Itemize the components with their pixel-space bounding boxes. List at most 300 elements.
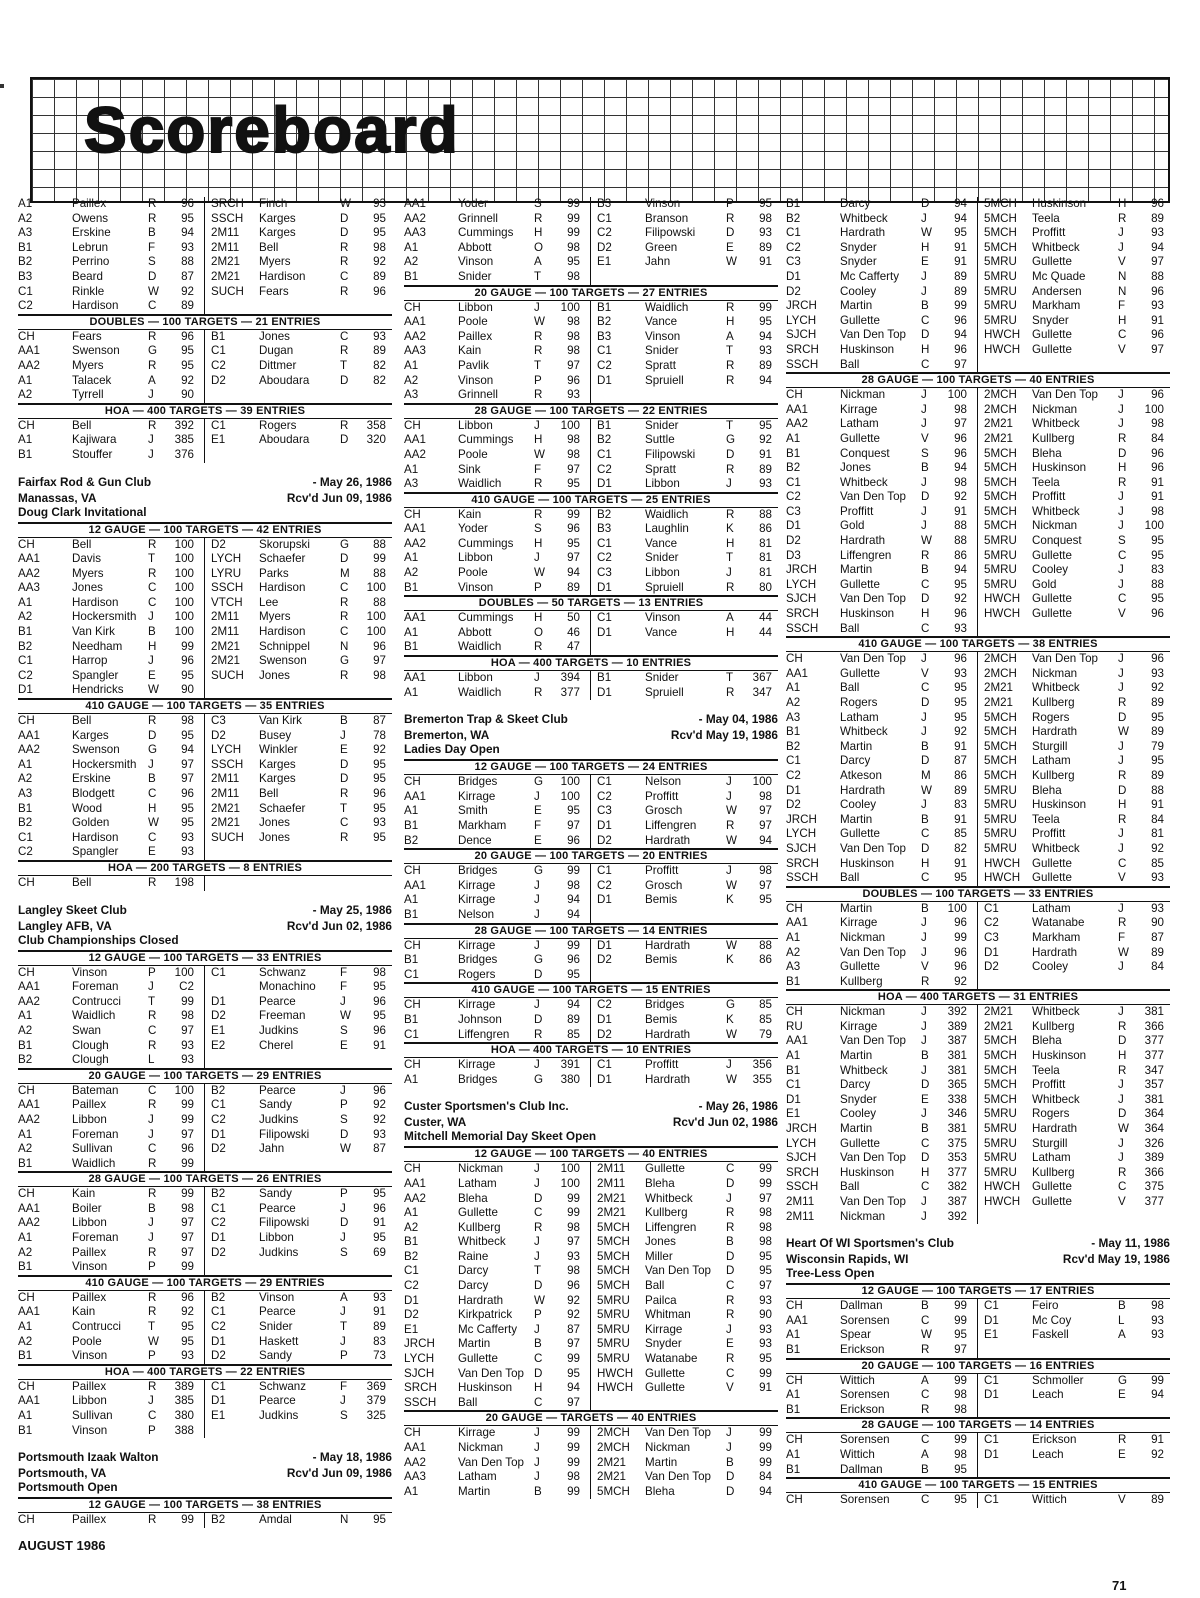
- result-row: [404, 1396, 586, 1411]
- initial: P: [148, 1423, 156, 1437]
- class-code: 5MRU: [984, 827, 1017, 841]
- shooter-name: Lee: [259, 595, 279, 609]
- results-right: [591, 419, 778, 492]
- class-code: AA2: [404, 1191, 426, 1205]
- shooter-name: Swenson: [72, 344, 120, 358]
- class-code: E1: [597, 255, 612, 269]
- class-code: AA2: [404, 447, 426, 461]
- shooter-name: Waidlich: [458, 640, 502, 654]
- shooter-name: Darcy: [840, 754, 871, 768]
- result-row: [404, 566, 586, 581]
- initial: D: [921, 592, 930, 606]
- score: 46: [567, 625, 580, 639]
- score: 93: [373, 1127, 386, 1141]
- class-code: A2: [404, 1220, 419, 1234]
- score: 377: [1144, 1034, 1164, 1048]
- class-code: C2: [597, 878, 612, 892]
- shooter-name: Rogers: [840, 696, 878, 709]
- initial: W: [340, 197, 351, 210]
- initial: S: [921, 446, 929, 460]
- shooter-name: Foreman: [72, 980, 119, 994]
- shooter-name: Snider: [645, 671, 679, 685]
- shooter-name: Bleha: [1032, 446, 1062, 460]
- result-row: [404, 537, 586, 552]
- shooter-name: Kirkpatrick: [458, 1308, 513, 1322]
- result-row: [597, 775, 778, 790]
- club-line: [18, 903, 392, 917]
- initial: J: [1118, 240, 1124, 254]
- initial: E: [534, 804, 542, 818]
- result-row: [18, 1128, 200, 1143]
- class-code: 2M21: [984, 1019, 1014, 1033]
- shooter-name: Harrop: [72, 654, 108, 668]
- results-right: [591, 671, 778, 700]
- class-code: AA2: [18, 994, 40, 1008]
- results-left: [18, 197, 205, 314]
- class-code: B1: [404, 953, 419, 967]
- result-row: [18, 743, 200, 758]
- shooter-name: Hardrath: [840, 783, 886, 797]
- result-row: [404, 1028, 586, 1043]
- shooter-name: Martin: [840, 563, 873, 577]
- location-line: [786, 1252, 1170, 1266]
- initial: G: [534, 864, 544, 878]
- shooter-name: Sandy: [259, 1349, 292, 1363]
- shooter-name: Van Den Top: [1032, 388, 1098, 402]
- score: 95: [954, 1493, 967, 1507]
- result-row: [211, 1098, 392, 1113]
- initial: W: [921, 783, 932, 797]
- score: 95: [373, 757, 386, 771]
- results-block: [404, 1058, 778, 1087]
- shooter-name: Whitbeck: [1032, 240, 1080, 254]
- initial: D: [1118, 446, 1127, 460]
- initial: H: [921, 856, 930, 870]
- shooter-name: Darcy: [840, 197, 871, 210]
- shooter-name: Martin: [840, 1122, 873, 1136]
- shooter-name: Latham: [840, 710, 879, 724]
- shooter-name: Sandy: [259, 1098, 292, 1112]
- class-code: 2MCH: [984, 388, 1017, 402]
- initial: K: [726, 1012, 734, 1026]
- class-code: C1: [597, 344, 612, 358]
- results-left: [404, 1162, 591, 1410]
- results-block: [786, 388, 1170, 636]
- shooter-name: Nelson: [458, 907, 495, 921]
- club-location: Manassas, VA: [18, 490, 97, 505]
- score: 96: [373, 639, 386, 653]
- shooter-name: Kajiwara: [72, 433, 117, 447]
- shooter-name: Van Den Top: [840, 841, 906, 855]
- shooter-name: Rogers: [1032, 710, 1070, 724]
- class-code: C3: [597, 566, 612, 580]
- shooter-name: Hardison: [259, 269, 306, 283]
- initial: J: [726, 1322, 732, 1336]
- shooter-name: Nickman: [458, 1441, 504, 1454]
- class-code: AA1: [18, 1394, 40, 1408]
- results-right: [591, 301, 778, 403]
- class-code: SJCH: [404, 1366, 435, 1380]
- initial: R: [148, 197, 157, 210]
- initial: J: [921, 1034, 927, 1048]
- shooter-name: Kullberg: [1032, 768, 1075, 782]
- result-row: [984, 403, 1170, 418]
- result-row: [984, 740, 1170, 755]
- class-code: C2: [404, 1279, 419, 1293]
- class-code: LYCH: [404, 1352, 435, 1366]
- initial: J: [1118, 563, 1124, 577]
- result-row: [984, 769, 1170, 784]
- shooter-name: Nickman: [840, 930, 886, 944]
- shooter-name: Dallman: [840, 1299, 883, 1313]
- initial: B: [921, 299, 929, 313]
- shooter-name: Snyder: [645, 1337, 682, 1351]
- score: 95: [954, 577, 967, 591]
- club-name: Fairfax Rod & Gun Club: [18, 474, 152, 489]
- shooter-name: Kullberg: [1032, 1165, 1075, 1179]
- class-code: A1: [786, 681, 801, 695]
- initial: E: [1118, 1447, 1126, 1461]
- initial: R: [726, 1220, 735, 1234]
- class-code: B2: [18, 255, 33, 269]
- shooter-name: Martin: [840, 1049, 873, 1063]
- result-row: [984, 212, 1170, 227]
- shooter-name: Suttle: [645, 433, 675, 447]
- class-code: A1: [404, 625, 419, 639]
- shooter-name: Gullette: [645, 1162, 685, 1176]
- shooter-name: Clough: [72, 1053, 109, 1067]
- shooter-name: Paillex: [72, 1098, 107, 1112]
- result-row: [404, 241, 586, 256]
- result-row: [18, 1380, 200, 1395]
- initial: J: [1118, 504, 1124, 518]
- section-gap: [786, 1224, 1170, 1234]
- score: 93: [759, 226, 772, 240]
- class-code: A1: [404, 893, 419, 907]
- shooter-name: Latham: [458, 1176, 497, 1190]
- shooter-name: Gullette: [1032, 255, 1072, 269]
- shooter-name: Skorupski: [259, 537, 310, 551]
- initial: B: [1118, 1299, 1126, 1313]
- result-row: [984, 798, 1170, 813]
- initial: J: [921, 269, 927, 283]
- result-row: [18, 448, 200, 463]
- class-code: B2: [404, 833, 419, 847]
- score: 96: [567, 1279, 580, 1293]
- score: 95: [373, 1513, 386, 1527]
- results-block: [786, 1433, 1170, 1477]
- result-row: [984, 1122, 1170, 1137]
- score: 95: [759, 893, 772, 907]
- score: 89: [759, 358, 772, 372]
- shooter-name: Schwanz: [259, 1379, 307, 1393]
- score: 325: [366, 1409, 386, 1422]
- score: 95: [1151, 534, 1164, 548]
- results-block: [786, 197, 1170, 372]
- result-row: [404, 1013, 586, 1028]
- score: 83: [954, 798, 967, 812]
- initial: R: [726, 300, 735, 314]
- score: 92: [181, 1305, 194, 1319]
- initial: D: [534, 1366, 543, 1380]
- score: 98: [567, 329, 580, 343]
- class-code: A1: [404, 1484, 419, 1498]
- class-code: A2: [18, 388, 33, 402]
- class-code: SJCH: [786, 1151, 817, 1165]
- initial: C: [921, 577, 930, 591]
- score: 99: [567, 211, 580, 225]
- initial: C: [921, 871, 930, 885]
- result-row: [597, 1485, 778, 1500]
- club-line: [18, 1450, 392, 1464]
- shooter-name: Wittich: [840, 1373, 875, 1387]
- shooter-name: Rinkle: [72, 284, 105, 298]
- class-code: CH: [18, 1513, 35, 1527]
- initial: J: [534, 1426, 540, 1440]
- initial: D: [534, 1279, 543, 1293]
- class-code: 2M11: [597, 1176, 626, 1190]
- shooter-name: Grinnell: [458, 388, 498, 402]
- score: 95: [954, 710, 967, 724]
- initial: B: [534, 1337, 542, 1351]
- shooter-name: Karges: [72, 728, 109, 742]
- initial: W: [1118, 945, 1129, 959]
- initial: D: [726, 1264, 735, 1278]
- shooter-name: Mc Cafferty: [458, 1322, 518, 1336]
- shooter-name: Hardison: [72, 595, 119, 609]
- score: 98: [373, 240, 386, 254]
- score: 94: [759, 833, 772, 847]
- event-header: HOA — 400 TARGETS — 31 ENTRIES: [786, 989, 1170, 1005]
- score: 93: [181, 240, 194, 254]
- result-row: [211, 241, 392, 256]
- shooter-name: Whitbeck: [458, 1235, 506, 1249]
- class-code: D1: [211, 994, 226, 1008]
- result-row: [984, 563, 1170, 578]
- score: 95: [181, 344, 194, 358]
- initial: R: [340, 668, 349, 682]
- score: 96: [954, 431, 967, 445]
- class-code: 5MRU: [597, 1308, 630, 1322]
- shooter-name: Cooley: [1032, 563, 1069, 577]
- initial: R: [726, 580, 735, 594]
- results-right: [591, 1058, 778, 1087]
- result-row: [786, 1314, 973, 1329]
- result-row: [786, 1195, 973, 1210]
- initial: T: [726, 344, 734, 358]
- class-code: A1: [786, 1388, 801, 1402]
- result-row: [211, 640, 392, 655]
- class-code: B1: [211, 329, 226, 343]
- initial: R: [148, 875, 157, 889]
- class-code: A1: [786, 431, 801, 445]
- shooter-name: Judkins: [259, 1245, 299, 1259]
- score: 381: [1144, 1005, 1164, 1019]
- class-code: 5MCH: [984, 240, 1017, 254]
- results-block: [786, 1005, 1170, 1224]
- class-code: E1: [211, 1023, 226, 1037]
- class-code: B2: [786, 739, 801, 753]
- class-code: CH: [786, 652, 803, 666]
- initial: R: [148, 358, 157, 372]
- result-row: [18, 1157, 200, 1172]
- issue-date: AUGUST 1986: [18, 1538, 106, 1553]
- class-code: LYCH: [786, 1136, 817, 1150]
- initial: R: [148, 1245, 157, 1259]
- initial: H: [1118, 798, 1127, 812]
- score: 89: [1151, 725, 1164, 739]
- result-row: [211, 1084, 392, 1099]
- result-row: [597, 790, 778, 805]
- result-row: [404, 1294, 586, 1309]
- shooter-name: Gullette: [1032, 856, 1072, 870]
- shooter-name: Kullberg: [645, 1206, 688, 1220]
- class-code: SRCH: [786, 856, 819, 870]
- score: 95: [759, 197, 772, 210]
- score: 98: [181, 1201, 194, 1215]
- class-code: D1: [211, 1127, 226, 1141]
- shooter-name: Kirrage: [840, 402, 878, 416]
- class-code: 5MCH: [984, 1049, 1017, 1063]
- result-row: [211, 1394, 392, 1409]
- class-code: A1: [18, 1231, 33, 1245]
- class-code: JRCH: [786, 812, 817, 826]
- shooter-name: Latham: [458, 1470, 497, 1484]
- shooter-name: Raine: [458, 1249, 489, 1263]
- shooter-name: Bemis: [645, 1012, 678, 1026]
- score: 96: [567, 953, 580, 967]
- shooter-name: Myers: [72, 358, 104, 372]
- score: 94: [567, 893, 580, 907]
- class-code: LYCH: [786, 313, 817, 327]
- result-row: [984, 1493, 1170, 1508]
- result-row: [18, 1424, 200, 1439]
- score: 95: [954, 226, 967, 240]
- shooter-name: Libbon: [458, 551, 493, 565]
- event-name: Tree-Less Open: [786, 1266, 875, 1281]
- result-row: [404, 448, 586, 463]
- result-row: [597, 819, 778, 834]
- class-code: C2: [211, 1112, 226, 1126]
- class-code: 2M11: [211, 240, 240, 254]
- shooter-name: Davis: [72, 552, 101, 566]
- score: 94: [567, 1381, 580, 1395]
- class-code: 2M21: [984, 1005, 1014, 1019]
- initial: J: [1118, 1092, 1124, 1106]
- shooter-name: Foreman: [72, 1127, 119, 1141]
- result-row: [18, 831, 200, 846]
- score: 91: [373, 1038, 386, 1052]
- result-row: [404, 1456, 586, 1471]
- result-row: [984, 1374, 1170, 1389]
- score: C2: [179, 980, 194, 994]
- initial: B: [921, 1049, 929, 1063]
- result-row: [984, 592, 1170, 607]
- score: 92: [954, 725, 967, 739]
- class-code: C2: [597, 998, 612, 1012]
- initial: J: [534, 1441, 540, 1454]
- initial: J: [1118, 652, 1124, 666]
- result-row: [18, 802, 200, 817]
- shooter-name: Beard: [72, 269, 103, 283]
- shooter-name: Spratt: [645, 462, 676, 476]
- result-row: [597, 1456, 778, 1471]
- score: 95: [373, 211, 386, 225]
- initial: W: [726, 878, 737, 892]
- score: 366: [1144, 1019, 1164, 1033]
- score: 79: [1151, 739, 1164, 753]
- shooter-name: Boiler: [72, 1201, 102, 1215]
- event-header: 410 GAUGE — 100 TARGETS — 15 ENTRIES: [404, 982, 778, 998]
- initial: B: [726, 1235, 734, 1249]
- shooter-name: Gullette: [645, 1381, 685, 1395]
- initial: H: [148, 801, 157, 815]
- shooter-name: Judkins: [259, 1409, 299, 1422]
- result-row: [211, 1128, 392, 1143]
- section-gap: [18, 1438, 392, 1448]
- score: 84: [1151, 960, 1164, 974]
- result-row: [786, 667, 973, 682]
- score: 369: [366, 1379, 386, 1393]
- shooter-name: Poole: [72, 1334, 102, 1348]
- score: 44: [759, 625, 772, 639]
- result-row: [211, 255, 392, 270]
- result-row: [984, 1137, 1170, 1152]
- score: 91: [954, 255, 967, 269]
- score: 81: [1151, 827, 1164, 841]
- shooter-name: Bleha: [1032, 783, 1062, 797]
- initial: F: [1118, 930, 1126, 944]
- result-row: [984, 916, 1170, 931]
- initial: K: [726, 953, 734, 967]
- shooter-name: Van Den Top: [840, 652, 906, 666]
- results-right: [591, 939, 778, 983]
- initial: T: [148, 994, 156, 1008]
- score: 357: [1144, 1078, 1164, 1092]
- score: 89: [759, 240, 772, 254]
- result-row: [18, 787, 200, 802]
- class-code: JRCH: [786, 299, 817, 313]
- received-date: Rcv'd May 19, 1986: [1062, 1252, 1170, 1267]
- initial: T: [340, 358, 348, 372]
- results-left: [18, 538, 205, 699]
- event-header: 20 GAUGE — 100 TARGETS — 27 ENTRIES: [404, 285, 778, 301]
- result-row: [786, 740, 973, 755]
- received-date: Rcv'd Jun 09, 1986: [286, 490, 392, 505]
- class-code: D1: [404, 1293, 419, 1307]
- result-row: [786, 255, 973, 270]
- results-block: [18, 1291, 392, 1364]
- score: 96: [181, 1290, 194, 1304]
- result-row: [18, 1335, 200, 1350]
- shooter-name: Hardison: [259, 625, 306, 639]
- class-code: A1: [18, 373, 33, 387]
- result-row: [597, 581, 778, 596]
- result-row: [404, 508, 586, 523]
- shooter-name: Jahn: [259, 1142, 285, 1156]
- shooter-name: Hendricks: [72, 683, 124, 697]
- class-code: A3: [404, 477, 419, 491]
- shooter-name: Golden: [72, 816, 110, 830]
- shooter-name: Hardison: [72, 830, 119, 844]
- shooter-name: Cummings: [458, 226, 514, 240]
- class-code: A1: [786, 1049, 801, 1063]
- shooter-name: Kirrage: [458, 1058, 496, 1072]
- result-row: [597, 1013, 778, 1028]
- initial: C: [340, 581, 349, 595]
- class-code: HWCH: [984, 342, 1021, 356]
- result-row: [984, 871, 1170, 886]
